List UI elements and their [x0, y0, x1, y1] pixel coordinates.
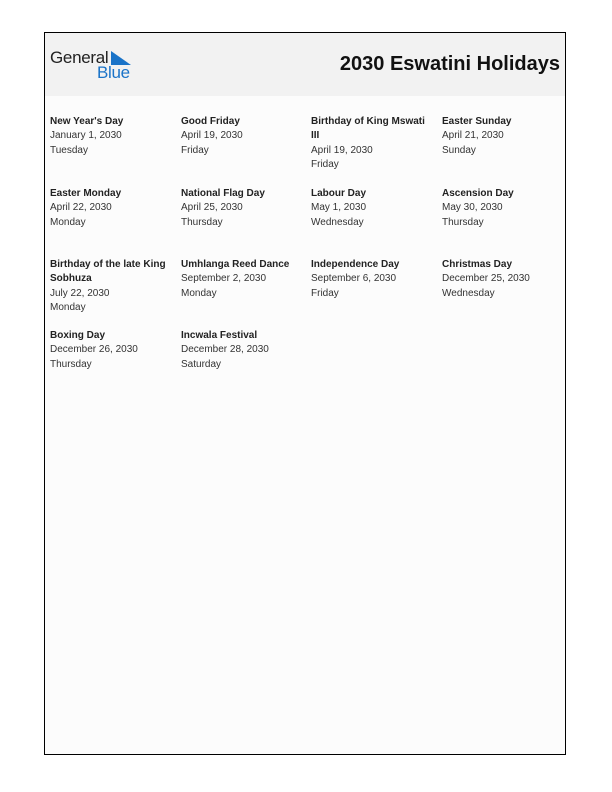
holiday-date: April 19, 2030: [181, 130, 243, 142]
holiday-entry: [311, 187, 437, 230]
holiday-date: April 22, 2030: [50, 202, 112, 214]
holiday-weekday: Friday: [311, 287, 339, 299]
holiday-date: December 25, 2030: [442, 273, 530, 285]
holiday-name: New Year's Day: [50, 116, 124, 127]
holiday-name: Ascension Day: [442, 188, 514, 199]
holiday-weekday: Sunday: [442, 144, 476, 156]
logo-general-text: General: [50, 48, 109, 67]
holiday-name: Good Friday: [181, 116, 240, 127]
holiday-weekday: Thursday: [181, 216, 223, 228]
holiday-entry: [181, 115, 307, 158]
holiday-entry: [311, 258, 437, 301]
holiday-entry: [50, 187, 176, 230]
holiday-entry: [50, 258, 170, 315]
holiday-date: December 26, 2030: [50, 344, 138, 356]
holiday-date: April 19, 2030: [311, 144, 373, 156]
holiday-name: Boxing Day: [50, 330, 106, 341]
holiday-weekday: Friday: [311, 158, 339, 170]
holiday-entry: [181, 258, 307, 301]
holiday-weekday: Monday: [50, 301, 86, 313]
holiday-name: Birthday of King Mswati III: [311, 116, 425, 142]
holiday-weekday: Wednesday: [311, 216, 364, 228]
holiday-date: July 22, 2030: [50, 287, 110, 299]
holiday-entry: [311, 115, 429, 172]
holiday-name: Independence Day: [311, 259, 400, 270]
holiday-weekday: Wednesday: [442, 287, 495, 299]
holiday-entry: [181, 329, 307, 372]
holiday-weekday: Tuesday: [50, 144, 88, 156]
holiday-name: Easter Monday: [50, 188, 122, 199]
holiday-weekday: Saturday: [181, 358, 222, 370]
holiday-date: April 25, 2030: [181, 202, 243, 214]
page-title: 2030 Eswatini Holidays: [339, 53, 560, 75]
holiday-name: National Flag Day: [181, 188, 265, 199]
holiday-date: December 28, 2030: [181, 344, 269, 356]
holiday-entry: [442, 258, 568, 301]
generalblue-logo[interactable]: [50, 48, 150, 84]
holiday-name: Christmas Day: [442, 259, 513, 270]
holiday-date: April 21, 2030: [442, 130, 504, 142]
holiday-date: September 6, 2030: [311, 273, 397, 285]
holiday-date: September 2, 2030: [181, 273, 267, 285]
holiday-entry: [50, 115, 176, 158]
holiday-date: May 1, 2030: [311, 202, 367, 214]
holiday-date: January 1, 2030: [50, 130, 122, 142]
holiday-weekday: Monday: [181, 287, 217, 299]
holiday-name: Birthday of the late King Sobhuza: [50, 259, 166, 285]
header-band: [45, 33, 565, 96]
holiday-weekday: Monday: [50, 216, 86, 228]
holiday-name: Incwala Festival: [181, 330, 258, 341]
holiday-entry: [442, 187, 568, 230]
holiday-weekday: Friday: [181, 144, 209, 156]
holiday-entry: [442, 115, 568, 158]
holiday-weekday: Thursday: [442, 216, 484, 228]
page-frame: [44, 32, 566, 755]
holiday-name: Easter Sunday: [442, 116, 512, 127]
holiday-name: Labour Day: [311, 188, 367, 199]
holiday-name: Umhlanga Reed Dance: [181, 259, 290, 270]
holiday-date: May 30, 2030: [442, 202, 503, 214]
holiday-weekday: Thursday: [50, 358, 92, 370]
holiday-entry: [181, 187, 307, 230]
holiday-entry: [50, 329, 176, 372]
logo-blue-text: Blue: [97, 63, 130, 82]
